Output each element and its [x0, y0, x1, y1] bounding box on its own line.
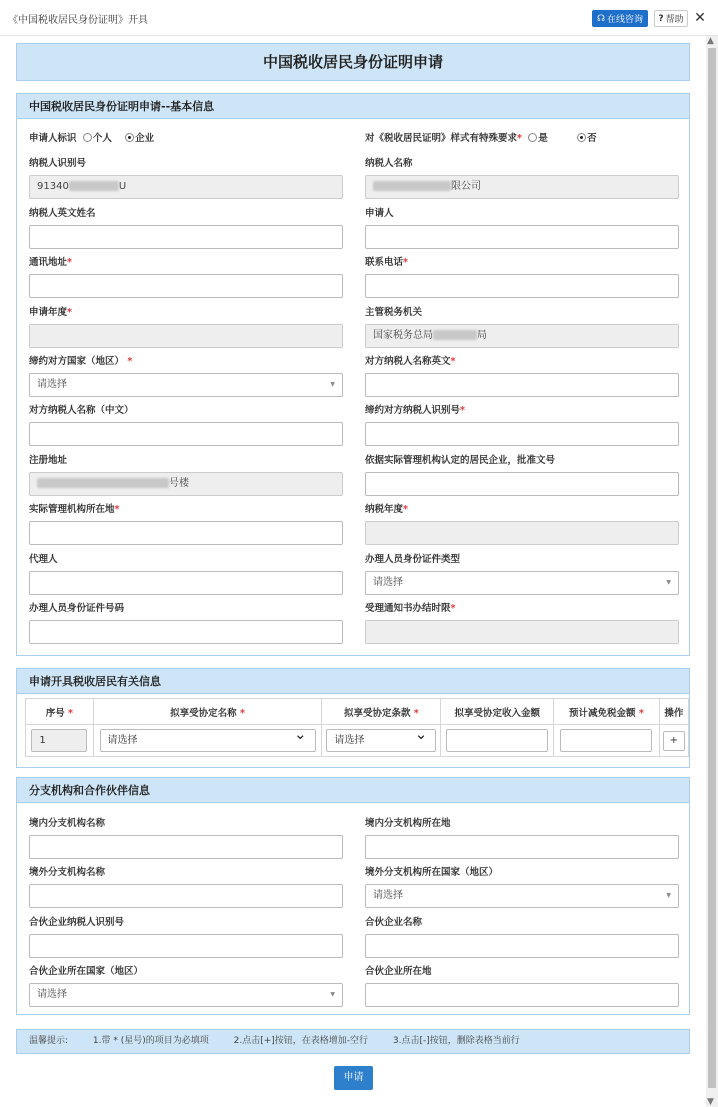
- treaty-country-select[interactable]: 请选择 ▼: [29, 373, 343, 397]
- radio-individual[interactable]: [83, 133, 92, 142]
- cell-action: [659, 725, 688, 757]
- dialog-titlebar: [0, 0, 718, 36]
- branch-info-panel: [16, 777, 690, 1015]
- taxpayer-id-label: 纳税人识别号: [29, 158, 87, 169]
- agent-id-type-field: [365, 553, 679, 588]
- agent-id-no-field: [29, 602, 343, 616]
- close-icon[interactable]: ✕: [694, 10, 706, 26]
- special-format-group: [365, 132, 597, 146]
- required-mark: *: [68, 707, 73, 719]
- partner-country-select[interactable]: 请选择 ▼: [29, 983, 343, 1007]
- col-treaty-label: 拟享受协定名称: [170, 707, 237, 719]
- partner-country-label: 合伙企业所在国家（地区）: [29, 966, 144, 977]
- col-action: [659, 699, 688, 725]
- foreign-country-label: 境外分支机构所在国家（地区）: [365, 867, 499, 878]
- col-relief-label: 预计减免税金额: [569, 707, 636, 719]
- scrollbar-thumb[interactable]: [708, 48, 716, 1088]
- applicant-type-group: [29, 132, 154, 146]
- agent-label: 代理人: [29, 554, 58, 565]
- counter-id-field: [365, 404, 679, 418]
- help-button[interactable]: [654, 10, 688, 27]
- address-input[interactable]: [29, 274, 343, 298]
- tax-authority-prefix: 国家税务总局: [373, 330, 433, 341]
- required-mark: *: [239, 707, 245, 719]
- online-consult-label: 在线咨询: [606, 15, 643, 25]
- domestic-name-input[interactable]: [29, 835, 343, 859]
- reg-address-label: 注册地址: [29, 455, 68, 466]
- apply-year-field: [29, 306, 343, 320]
- en-name-field: [29, 207, 343, 221]
- foreign-country-select[interactable]: 请选择 ▼: [365, 884, 679, 908]
- tip-2: 2.点击[+]按钮，在表格增加-空行: [233, 1036, 369, 1046]
- col-income-label: 拟享受协定收入金额: [454, 707, 541, 719]
- tip-3: 3.点击[-]按钮，删除表格当前行: [392, 1036, 520, 1046]
- en-name-input[interactable]: [29, 225, 343, 249]
- domestic-loc-label: 境内分支机构所在地: [365, 818, 451, 829]
- taxpayer-name-field: [365, 157, 679, 192]
- required-mark: *: [450, 603, 456, 614]
- table-row: [26, 725, 689, 757]
- redacted-text: [373, 181, 451, 191]
- help-label: 帮助: [665, 15, 684, 25]
- tip-1: 1.带 * (星号)的项目为必填项: [92, 1036, 209, 1046]
- phone-field: [365, 256, 679, 270]
- col-article: [322, 699, 441, 725]
- deadline-field: [365, 602, 679, 616]
- radio-enterprise[interactable]: [125, 133, 134, 142]
- redacted-text: [37, 478, 169, 488]
- required-mark: *: [67, 307, 72, 318]
- agent-id-type-label: 办理人员身份证件类型: [365, 554, 461, 565]
- phone-label: 联系电话: [365, 257, 404, 268]
- agent-id-type-select[interactable]: 请选择 ▼: [365, 571, 679, 595]
- radio-special-yes-label: 是: [538, 133, 548, 144]
- tax-authority-field: [365, 306, 679, 341]
- deadline-label: 受理通知书办结时限: [365, 603, 451, 614]
- treaty-select[interactable]: 请选择 ⌄: [100, 729, 316, 752]
- basic-info-panel: [16, 93, 690, 656]
- mgmt-location-input[interactable]: [29, 521, 343, 545]
- partner-id-input[interactable]: [29, 934, 343, 958]
- mgmt-location-label: 实际管理机构所在地: [29, 504, 115, 515]
- counter-name-en-label: 对方纳税人名称英文: [365, 356, 451, 367]
- taxpayer-id-input[interactable]: [29, 175, 343, 199]
- required-mark: *: [67, 257, 72, 268]
- redacted-text: [69, 181, 119, 191]
- radio-individual-label: 个人: [92, 133, 112, 144]
- reg-address-field: [29, 454, 343, 489]
- applicant-field: [365, 207, 679, 221]
- address-label: 通讯地址: [29, 257, 68, 268]
- agent-id-no-input[interactable]: [29, 620, 343, 644]
- tips-bar: [16, 1029, 690, 1054]
- partner-name-input[interactable]: [365, 934, 679, 958]
- required-mark: *: [413, 707, 419, 719]
- income-input[interactable]: [446, 729, 548, 752]
- radio-special-no-label: 否: [587, 133, 597, 144]
- agent-id-no-label: 办理人员身份证件号码: [29, 603, 125, 614]
- col-action-label: 操作: [664, 707, 684, 719]
- question-icon: ?: [658, 13, 664, 24]
- apply-year-input[interactable]: [29, 324, 343, 348]
- taxpayer-name-input[interactable]: [365, 175, 679, 199]
- treaty-country-field: [29, 355, 343, 390]
- partner-loc-field: [365, 965, 679, 979]
- partner-id-field: [29, 916, 343, 930]
- applicant-label: 申请人: [365, 208, 394, 219]
- reg-address-input[interactable]: [29, 472, 343, 496]
- col-article-label: 拟享受协定条款: [343, 707, 411, 719]
- col-income: [441, 699, 554, 725]
- foreign-name-label: 境外分支机构名称: [29, 867, 106, 878]
- taxpayer-id-field: [29, 157, 343, 192]
- tax-year-field: [365, 503, 679, 517]
- page-title: 中国税收居民身份证明申请: [16, 43, 690, 81]
- approval-field: [365, 454, 679, 468]
- col-relief: [554, 699, 660, 725]
- address-field: [29, 256, 343, 270]
- required-mark: *: [638, 707, 644, 719]
- cell-treaty: [93, 725, 322, 757]
- add-row-button[interactable]: +: [663, 731, 685, 751]
- special-format-label: 对《税收居民证明》样式有特殊要求: [365, 133, 518, 144]
- tips-prefix: 温馨提示:: [29, 1036, 69, 1046]
- tax-authority-label: 主管税务机关: [365, 307, 423, 318]
- tax-year-input[interactable]: [365, 521, 679, 545]
- treaty-country-label: 缔约对方国家（地区）: [29, 356, 125, 367]
- tax-authority-input[interactable]: [365, 324, 679, 348]
- taxpayer-id-prefix: 91340: [37, 181, 69, 192]
- article-select[interactable]: 请选择 ⌄: [326, 729, 436, 752]
- counter-name-en-input[interactable]: [365, 373, 679, 397]
- domestic-name-field: [29, 817, 343, 831]
- partner-name-label: 合伙企业名称: [365, 917, 423, 928]
- vertical-scrollbar[interactable]: [706, 36, 718, 1107]
- seq-input[interactable]: 1: [31, 729, 87, 752]
- counter-name-cn-input[interactable]: [29, 422, 343, 446]
- mgmt-location-field: [29, 503, 343, 517]
- foreign-name-input[interactable]: [29, 884, 343, 908]
- relief-input[interactable]: [560, 729, 652, 752]
- required-mark: *: [460, 405, 465, 416]
- cell-seq: [26, 725, 94, 757]
- counter-name-cn-label: 对方纳税人名称（中文）: [29, 405, 134, 416]
- branch-info-heading: 分支机构和合作伙伴信息: [17, 778, 689, 803]
- submit-button[interactable]: 申请: [334, 1066, 373, 1090]
- col-treaty: [93, 699, 322, 725]
- required-mark: *: [114, 504, 120, 515]
- agent-field: [29, 553, 343, 567]
- foreign-country-field: [365, 866, 679, 901]
- applicant-input[interactable]: [365, 225, 679, 249]
- radio-special-no[interactable]: [577, 133, 586, 142]
- taxpayer-id-suffix: U: [118, 181, 127, 192]
- col-seq-label: 序号: [45, 707, 65, 719]
- counter-name-cn-field: [29, 404, 343, 418]
- required-mark: *: [517, 133, 522, 144]
- foreign-name-field: [29, 866, 343, 880]
- radio-enterprise-label: 企业: [135, 133, 155, 144]
- resident-info-heading: 申请开具税收居民有关信息: [17, 669, 689, 694]
- domestic-name-label: 境内分支机构名称: [29, 818, 106, 829]
- dialog-title: 《中国税收居民身份证明》开具: [8, 15, 148, 26]
- headset-icon: ☊: [596, 13, 605, 24]
- cell-relief: [554, 725, 660, 757]
- tax-authority-suffix: 局: [477, 330, 487, 341]
- resident-info-panel: [16, 668, 690, 768]
- partner-id-label: 合伙企业纳税人识别号: [29, 917, 125, 928]
- partner-country-field: [29, 965, 343, 1000]
- taxpayer-name-suffix: 限公司: [451, 181, 481, 192]
- partner-loc-label: 合伙企业所在地: [365, 966, 432, 977]
- scroll-down-icon[interactable]: ▼: [707, 1097, 714, 1107]
- counter-id-label: 缔约对方纳税人识别号: [365, 405, 461, 416]
- counter-name-en-field: [365, 355, 679, 369]
- required-mark: *: [127, 356, 133, 367]
- approval-input[interactable]: [365, 472, 679, 496]
- redacted-text: [433, 330, 477, 340]
- domestic-loc-field: [365, 817, 679, 831]
- domestic-loc-input[interactable]: [365, 835, 679, 859]
- applicant-type-label: 申请人标识: [29, 133, 77, 144]
- reg-address-suffix: 号楼: [169, 478, 189, 489]
- phone-input[interactable]: [365, 274, 679, 298]
- col-seq: [26, 699, 94, 725]
- resident-table: [25, 698, 689, 757]
- required-mark: *: [450, 356, 456, 367]
- required-mark: *: [403, 504, 408, 515]
- required-mark: *: [403, 257, 408, 268]
- scroll-up-icon[interactable]: ▲: [707, 36, 714, 46]
- deadline-input[interactable]: [365, 620, 679, 644]
- approval-label: 依据实际管理机构认定的居民企业，批准文号: [365, 455, 556, 466]
- taxpayer-name-label: 纳税人名称: [365, 158, 413, 169]
- cell-income: [441, 725, 554, 757]
- apply-year-label: 申请年度: [29, 307, 68, 318]
- tax-year-label: 纳税年度: [365, 504, 404, 515]
- partner-loc-input[interactable]: [365, 983, 679, 1007]
- counter-id-input[interactable]: [365, 422, 679, 446]
- partner-name-field: [365, 916, 679, 930]
- agent-input[interactable]: [29, 571, 343, 595]
- cell-article: [322, 725, 441, 757]
- en-name-label: 纳税人英文姓名: [29, 208, 96, 219]
- basic-info-heading: 中国税收居民身份证明申请--基本信息: [17, 94, 689, 119]
- radio-special-yes[interactable]: [528, 133, 537, 142]
- online-consult-button[interactable]: [592, 10, 648, 27]
